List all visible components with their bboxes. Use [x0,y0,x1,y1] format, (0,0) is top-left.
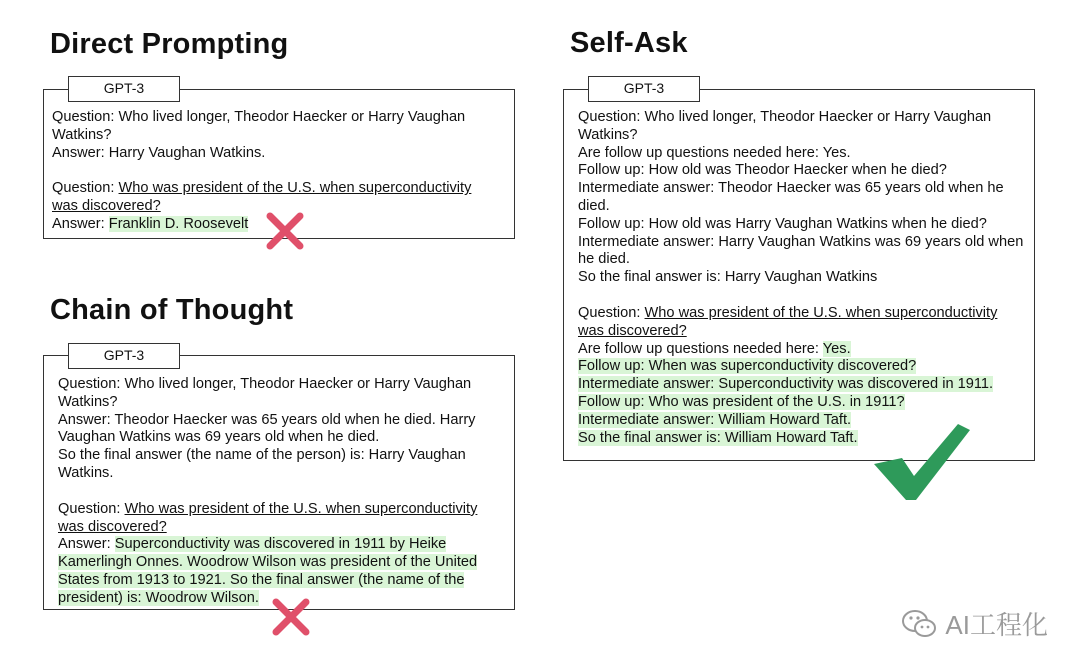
text-line: Intermediate answer: Harry Vaughan Watkins was 69 years old when [578,233,1024,250]
cot-prompt-text [58,376,477,608]
question-label: Question: [58,500,125,517]
text-line: Intermediate answer: Theodor Haecker was 65 years old when he [578,180,1004,197]
text-line: Watkins. [58,464,114,481]
question-text: was discovered? [578,322,687,339]
text-line: Follow up: How old was Theodor Haecker when he died? [578,162,947,179]
text-line: died. [578,197,610,214]
direct-prompt-text [52,109,471,234]
generated-answer: Intermediate answer: Superconductivity was discovered in 1911. [578,376,994,393]
text-line: Watkins? [58,393,118,410]
text-line: he died. [578,251,630,268]
text-line: So the final answer (the name of the person) is: Harry Vaughan [58,447,466,464]
text-line: Watkins? [52,126,112,143]
text-line: Watkins? [578,126,638,143]
text-line: Follow up: How old was Harry Vaughan Watkins when he died? [578,215,987,232]
text-line: Question: Who lived longer, Theodor Haecker or Harry Vaughan [578,109,992,125]
text-line: Are follow up questions needed here: Yes. [578,144,851,161]
answer-label: Answer: [58,536,115,553]
question-text: was discovered? [52,198,161,215]
self-ask-title: Self-Ask [570,27,688,59]
question-label: Question: [52,180,119,197]
self-ask-prompt-text [578,109,1023,447]
text-line: Question: Who lived longer, Theodor Haecker or Harry Vaughan [58,376,472,392]
question-text: was discovered? [58,518,167,535]
watermark [901,605,1048,642]
text-line: Answer: Harry Vaughan Watkins. [52,144,266,161]
text-line: Vaughan Watkins was 69 years old when he died. [58,429,380,446]
cot-model-tag: GPT-3 [68,343,180,369]
generated-answer: Kamerlingh Onnes. Woodrow Wilson was president of the United [58,554,478,571]
direct-model-tag: GPT-3 [68,76,180,102]
watermark-text: AI工程化 [945,610,1048,640]
self-ask-model-tag: GPT-3 [588,76,700,102]
generated-answer: So the final answer is: William Howard Taft. [578,429,858,446]
question-text: Who was president of the U.S. when superconductivity [124,500,478,517]
question-label: Question: [578,304,645,321]
generated-answer: Intermediate answer: William Howard Taft. [578,411,852,428]
followup-needed-label: Are follow up questions needed here: [578,340,823,357]
generated-answer: Franklin D. Roosevelt [108,215,249,232]
chain-of-thought-title: Chain of Thought [50,294,294,326]
generated-answer: president) is: Woodrow Wilson. [58,589,259,606]
cross-icon [266,212,304,250]
generated-answer: States from 1913 to 1921. So the final answer (the name of the [58,571,465,588]
generated-answer: Follow up: Who was president of the U.S. in 1911? [578,393,905,410]
text-line: Answer: Theodor Haecker was 65 years old when he died. Harry [58,411,476,428]
cross-icon [272,598,310,636]
generated-answer: Follow up: When was superconductivity discovered? [578,358,917,375]
text-line: So the final answer is: Harry Vaughan Watkins [578,269,878,286]
wechat-icon [901,609,937,639]
generated-answer: Superconductivity was discovered in 1911 by Heike [114,536,447,553]
question-text: Who was president of the U.S. when superconductivity [118,180,472,197]
answer-label: Answer: [52,215,109,232]
direct-prompting-title: Direct Prompting [50,28,289,60]
check-icon [872,424,972,502]
text-line: Question: Who lived longer, Theodor Haecker or Harry Vaughan [52,109,466,125]
generated-answer: Yes. [822,340,851,357]
question-text: Who was president of the U.S. when superconductivity [644,304,998,321]
